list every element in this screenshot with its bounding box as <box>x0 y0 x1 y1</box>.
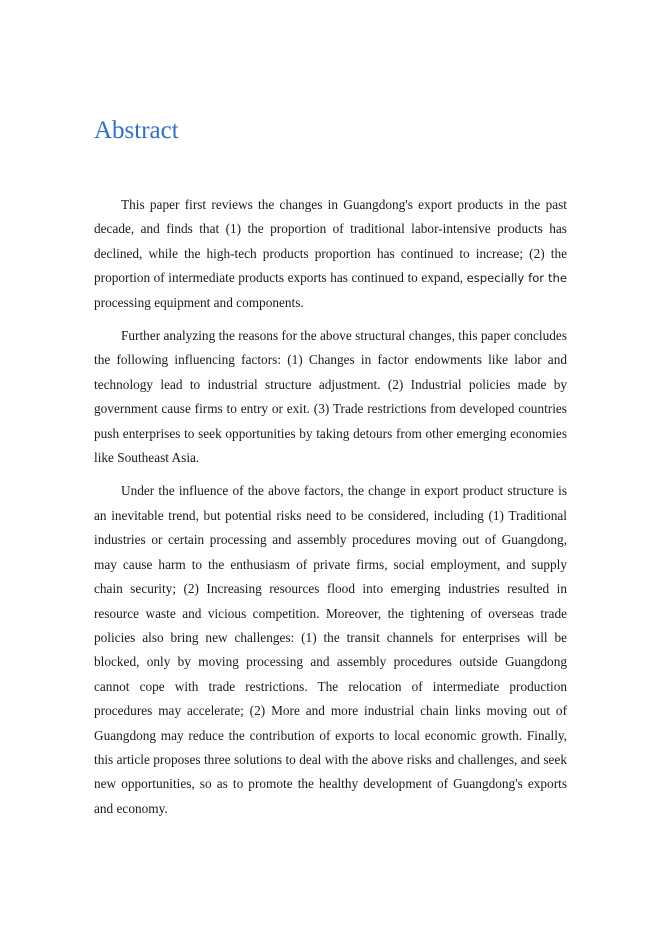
paragraph-1-text-tail: especially for the <box>466 271 567 286</box>
abstract-paragraph-2 <box>94 324 567 470</box>
paragraph-1-text: This paper first reviews the changes in Guangdong's export products in the past decade, and finds that (1) the proportion of traditional labor-intensive products has declined, while the high-tech products proportion has continued to increase; (2) the proportion of intermediate products exports has continued to expand, <box>94 197 567 286</box>
paragraph-1-text-end: processing equipment and components. <box>94 294 304 310</box>
abstract-body <box>94 193 567 821</box>
abstract-heading: Abstract <box>94 117 179 144</box>
paragraph-3-text: Under the influence of the above factors, the change in export product structure is an inevitable trend, but potential risks need to be considered, including (1) Traditional industries or certain processing and assembly procedures moving out of Guangdong, may cause harm to the enthusiasm of private firms, social employment, and supply chain security; (2) Increasing resources flood into emerging industries resulted in resource waste and vicious competition. Moreover, the tightening of overseas trade policies also bring new challenges: (1) the transit channels for enterprises will be blocked, only by moving processing and assembly procedures outside Guangdong cannot cope with trade restrictions. The relocation of intermediate production procedures may accelerate; (2) More and more industrial chain links moving out of Guangdong may reduce the contribution of exports to local economic growth. Finally, this article proposes three solutions to deal with the above risks and challenges, and seek new opportunities, so as to promote the healthy development of Guangdong's exports and economy. <box>94 483 567 816</box>
paragraph-2-text: Further analyzing the reasons for the above structural changes, this paper concludes the following influencing factors: (1) Changes in factor endowments like labor and technology lead to industrial structure adjustment. (2) Industrial policies made by government cause firms to entry or exit. (3) Trade restrictions from developed countries push enterprises to seek opportunities by taking detours from other emerging economies like Southeast Asia. <box>94 328 567 466</box>
abstract-paragraph-1 <box>94 193 567 315</box>
abstract-paragraph-3 <box>94 479 567 821</box>
